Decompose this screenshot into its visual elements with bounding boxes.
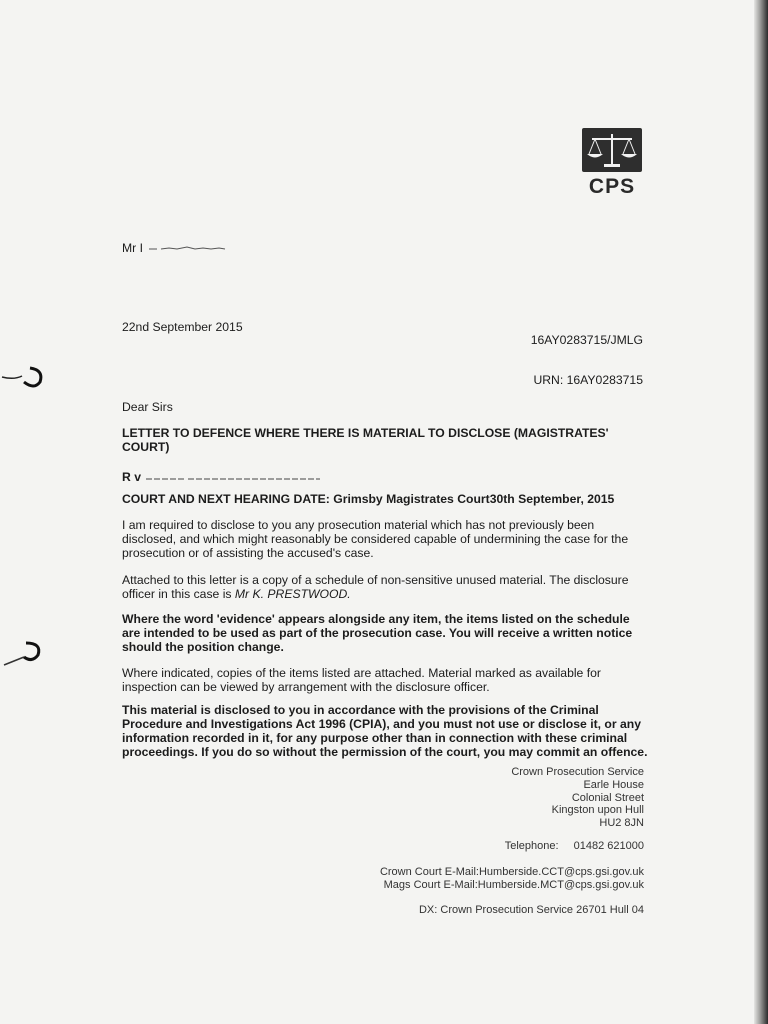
- heading-line-1: LETTER TO DEFENCE WHERE THERE IS MATERIAL TO DISCLOSE (MAGISTRATES': [122, 426, 609, 440]
- letter-heading: [122, 426, 642, 454]
- urn-number: URN: 16AY0283715: [533, 373, 643, 387]
- hole-punch-mark-top: [0, 360, 50, 390]
- heading-line-2: COURT): [122, 440, 170, 454]
- redacted-defendant-line: [144, 471, 324, 481]
- case-title: [122, 470, 324, 484]
- page-edge-shadow: [754, 0, 768, 1024]
- redacted-name-scribble: [147, 242, 227, 252]
- hole-punch-mark-bottom: [0, 635, 50, 671]
- crown-court-email: Crown Court E-Mail:Humberside.CCT@cps.gsi.gov.uk: [379, 866, 644, 878]
- salutation: Dear Sirs: [122, 400, 173, 414]
- mags-court-email: Mags Court E-Mail:Humberside.MCT@cps.gsi.gov.uk: [383, 878, 644, 891]
- dx-address: DX: Crown Prosecution Service 26701 Hull 04: [418, 904, 644, 916]
- scales-icon: [582, 128, 642, 172]
- email-block: [380, 866, 644, 892]
- address-line-2: Earle House: [583, 778, 644, 791]
- recipient-name: Mr I: [122, 241, 143, 255]
- telephone-label: Telephone:: [504, 840, 559, 852]
- address-line-4: Kingston upon Hull: [551, 804, 644, 817]
- address-line-1: Crown Prosecution Service: [511, 766, 644, 778]
- cps-address-block: [511, 766, 644, 830]
- paragraph-cpia-warning: This material is disclosed to you in accordance with the provisions of the Criminal Procedure and Investigations Act 1996 (CPIA), and you must not use or disclose it, or any information recorded in it, for any purpose other than in connection with these criminal proceedings. If you do so without the permission of the court, you may commit an offence.: [122, 703, 648, 759]
- telephone-line: [505, 840, 644, 853]
- paragraph-schedule: [122, 573, 644, 601]
- disclosure-officer-name: Mr K. PRESTWOOD.: [234, 587, 351, 601]
- paragraph-schedule-text: Attached to this letter is a copy of a schedule of non-sensitive unused material. The disclosure officer in this case is: [122, 573, 629, 601]
- letter-date: 22nd September 2015: [122, 320, 243, 334]
- cps-logo: [582, 128, 642, 199]
- case-label: R v: [122, 470, 141, 484]
- paragraph-copies: Where indicated, copies of the items listed are attached. Material marked as available for inspection can be viewed by arrangement with the disclosure officer.: [122, 666, 601, 694]
- address-line-3: Colonial Street: [571, 791, 644, 804]
- paragraph-evidence: Where the word 'evidence' appears alongside any item, the items listed on the schedule are intended to be used as part of the prosecution case. You will receive a written notice should the position change.: [122, 612, 633, 654]
- address-line-5: HU2 8JN: [599, 817, 644, 830]
- recipient-line: [122, 241, 227, 255]
- court-hearing-date: COURT AND NEXT HEARING DATE: Grimsby Magistrates Court30th September, 2015: [122, 492, 615, 506]
- logo-text: CPS: [588, 175, 636, 198]
- reference-number: 16AY0283715/JMLG: [530, 333, 643, 347]
- telephone-number: 01482 621000: [573, 840, 644, 852]
- paragraph-disclosure-duty: I am required to disclose to you any prosecution material which has not previously been disclosed, and which might reasonably be considered capable of undermining the case for the prosecution or of assisting the accused's case.: [122, 518, 629, 560]
